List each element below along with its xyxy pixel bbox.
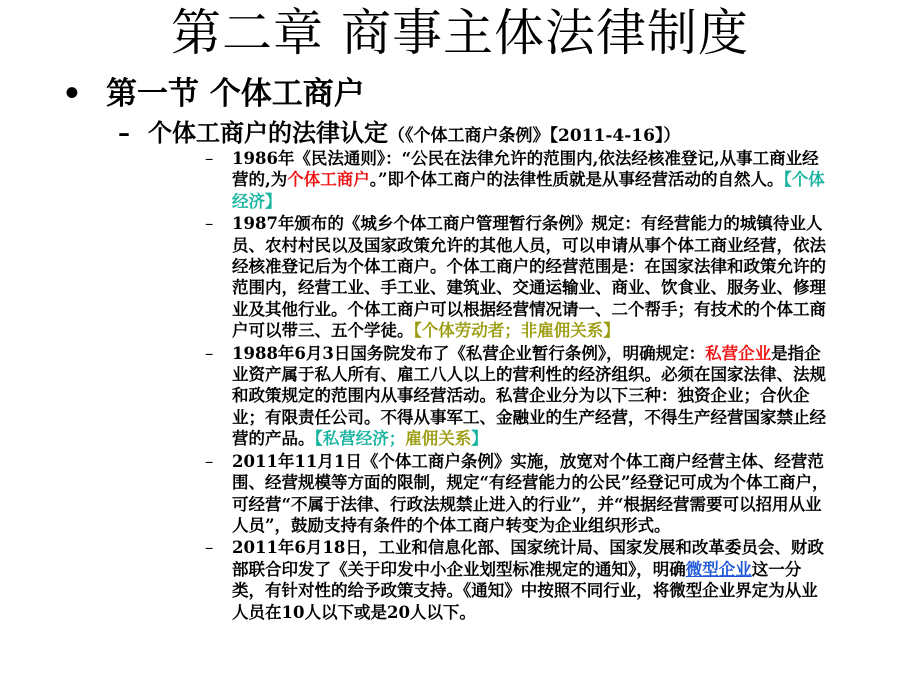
item-text: 1988年6月3日国务院发布了《私营企业暂行条例》，明确规定： [232,343,706,363]
subsection-heading-row [118,118,680,151]
category-tag: 【私营经济； [314,429,406,449]
list-item [205,537,830,623]
item-text: 2011年6月18日，工业和信息化部、国家统计局、国家发展和改革委员会、财政部联合印发了《关于印发中小企业划型标准规定的通知》，明确 [232,538,824,579]
category-tag: 雇佣关系 [405,429,472,449]
slide-title: 第二章 商事主体法律制度 [171,4,749,62]
dash-icon: – [205,451,214,471]
list-item [205,213,830,341]
item-text: 是指企业资产属于私人所有、雇工八人以上的营利性的经济组织。必须在国家法律、法规和政策规定的范围内从事经营活动。私营企业分为以下三种：独资企业；合伙企业；有限责任公司。不得从事军工、金融业的生产经营，不得生产经营国家禁止经营的产品。 [232,343,826,449]
item-text: 2011年11月1日《个体工商户条例》实施，放宽对个体工商户经营主体、经营范围、经营规模等方面的限制，规定“有经营能力的公民”经登记可成为个体工商户，可经营“不属于法律、行政法规禁止进入的行业”，并“根据经营需要可以招用从业人员”，鼓励支持有条件的个体工商户转变为企业组织形式。 [232,451,829,535]
list-item [205,451,830,537]
list-item [205,148,830,212]
hyperlink-term[interactable]: 微型企业 [685,559,752,579]
category-tag: 【个体经济】 [232,170,825,211]
section-heading: 第一节 个体工商户 [106,76,365,112]
category-tag: 【个体劳动者；非雇佣关系】 [413,321,620,341]
subsection-heading: 个体工商户的法律认定 [148,118,388,147]
highlight-term: 私营企业 [705,343,772,363]
bullet-icon: • [62,76,82,112]
highlight-term: 个体工商户 [287,170,370,190]
section-heading-row [62,74,365,114]
dash-icon: – [205,343,214,363]
dash-icon: – [118,118,130,147]
category-tag: 】 [471,429,488,449]
list-item [205,343,830,450]
dash-icon: – [205,214,214,234]
item-text: 1986年《民法通则》：“公民在法律允许的范围内,依法经核准登记,从事工商业经营的,为 [232,149,819,190]
subsection-reference: （《个体工商户条例》【2011-4-16】） [388,126,681,146]
dash-icon: – [205,149,214,168]
item-text: 。”即个体工商户的法律性质就是从事经营活动的自然人。 [369,170,784,190]
item-list [205,148,830,624]
item-text: 1987年颁布的《城乡个体工商户管理暂行条例》规定：有经营能力的城镇待业人员、农村村民以及国家政策允许的其他人员，可以申请从事个体工商业经营，依法经核准登记后为个体工商户。个体工商户的经营范围是：在国家法律和政策允许的范围内，经营工业、手工业、建筑业、交通运输业、商业、饮食业、服务业、修理业及其他行业。个体工商户可以根据经营情况请一、二个帮手；有技术的个体工商户可以带三、五个学徒。 [232,214,826,341]
dash-icon: – [205,538,214,558]
item-text: 这一分类，有针对性的给予政策支持。《通知》中按照不同行业，将微型企业界定为从业人员在10人以下或是20人以下。 [232,559,818,622]
